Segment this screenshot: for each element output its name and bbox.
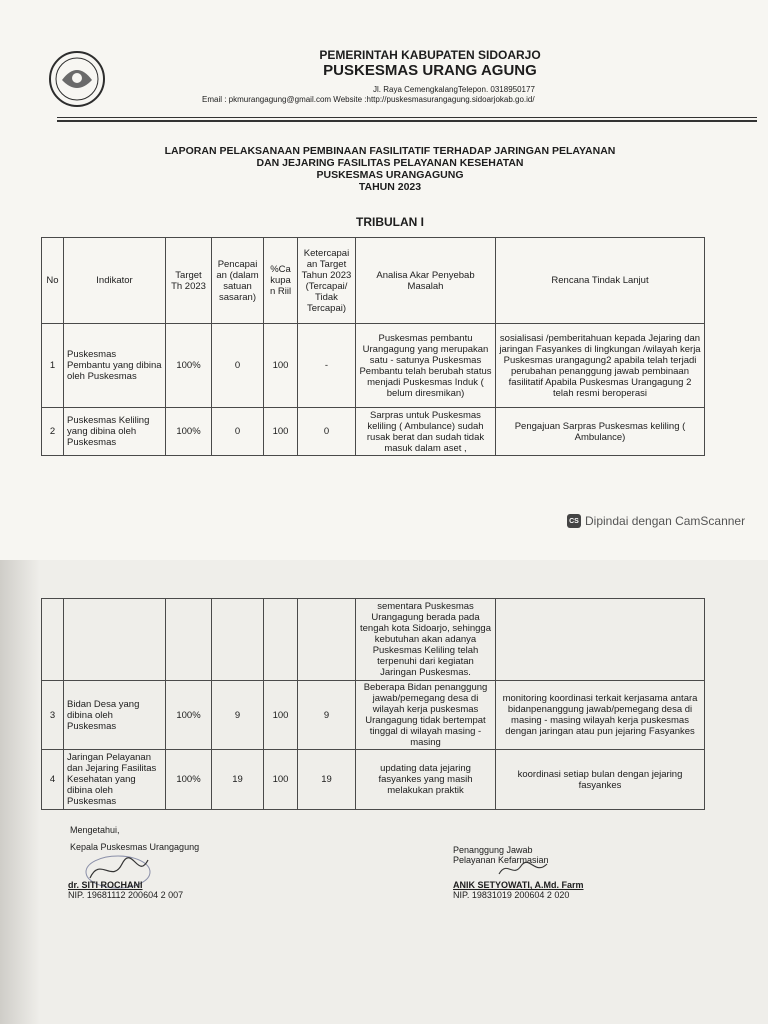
cell-cakupan: 100 [264,324,298,408]
report-table-part-2 [41,598,705,810]
report-title [60,145,720,193]
cell-cakupan: 100 [264,750,298,810]
cell-analisa: Beberapa Bidan penanggung jawab/pemegang desa di wilayah kerja puskesmas Urangagung tidak bertempat tinggal di wilayah masing - masing [356,681,496,750]
cell-target: 100% [166,681,212,750]
camscanner-text: Dipindai dengan CamScanner [585,514,746,528]
cell-rencana: monitoring koordinasi terkait kerjasama antara bidanpenanggung jawab/pemegang desa di masing - masing wilayah kerja puskesmas dengan jaringan atau pun jejaring Fasyankes [496,681,705,750]
header-rencana: Rencana Tindak Lanjut [496,238,705,324]
sig-right-role2: Pelayanan Kefarmasian [453,855,549,865]
cell-empty [42,599,64,681]
cell-empty [264,599,298,681]
camscanner-icon: CS [567,514,581,528]
cell-rencana: Pengajuan Sarpras Puskesmas keliling ( Ambulance) [496,408,705,456]
cell-analisa: Puskesmas pembantu Urangagung yang merupakan satu - satunya Puskesmas Pembantu telah berubah status menjadi Puskesmas Induk ( belum diresmikan) [356,324,496,408]
cell-no: 3 [42,681,64,750]
title-line-2: DAN JEJARING FASILITAS PELAYANAN KESEHATAN [256,157,524,169]
cell-empty [496,599,705,681]
header-divider-thick [57,120,757,122]
cell-indikator: Puskesmas Pembantu yang dibina oleh Puskesmas [64,324,166,408]
cell-target: 100% [166,408,212,456]
period-title: TRIBULAN I [356,215,424,229]
signature-icon [495,858,555,880]
cell-indikator: Jaringan Pelayanan dan Jejaring Fasilitas Kesehatan yang dibina oleh Puskesmas [64,750,166,810]
sig-right-name: ANIK SETYOWATI, A.Md. Farm [453,880,584,890]
header-indikator: Indikator [64,238,166,324]
cell-target: 100% [166,750,212,810]
cell-pencapaian: 9 [212,681,264,750]
cell-ketercapaian: 9 [298,681,356,750]
title-line-4: TAHUN 2023 [358,181,422,193]
header-ketercapaian: Ketercapai an Target Tahun 2023 (Tercapai/ Tidak Tercapai) [298,238,356,324]
title-line-1: LAPORAN PELAKSANAAN PEMBINAAN FASILITATIF TERHADAP JARINGAN PELAYANAN [164,145,616,157]
sig-left-nip: NIP. 19681112 200604 2 007 [68,890,184,900]
address-line: Jl. Raya CemengkalangTelepon. 0318950177 [373,85,535,94]
sig-left-name: dr. SITI ROCHANI [68,880,143,890]
header-target: Target Th 2023 [166,238,212,324]
title-line-3: PUSKESMAS URANGAGUNG [316,169,464,181]
cell-no: 1 [42,324,64,408]
table-row [42,324,705,408]
sig-left-known: Mengetahui, [70,825,120,835]
header-pencapaian: Pencapai an (dalam satuan sasaran) [212,238,264,324]
report-table-part-1 [41,237,705,456]
cell-empty [212,599,264,681]
cell-indikator: Puskesmas Keliling yang dibina oleh Puskesmas [64,408,166,456]
camscanner-watermark [567,514,745,528]
table-row [42,750,705,810]
contact-line: Email : pkmurangagung@gmail.com Website :http://puskesmasurangagung.sidoarjokab.go.id/ [202,95,535,104]
cell-indikator: Bidan Desa yang dibina oleh Puskesmas [64,681,166,750]
cell-cakupan: 100 [264,408,298,456]
gov-name: PEMERINTAH KABUPATEN SIDOARJO [319,48,541,62]
cell-analisa: updating data jejaring fasyankes yang masih melakukan praktik [356,750,496,810]
cell-cakupan: 100 [264,681,298,750]
cell-no: 2 [42,408,64,456]
header-divider [57,117,757,118]
cell-pencapaian: 0 [212,408,264,456]
cell-pencapaian: 19 [212,750,264,810]
cell-analisa: sementara Puskesmas Urangagung berada pada tengah kota Sidoarjo, sehingga kebutuhan akan adanya Puskesmas Keliling telah terpenuhi dari kegiatan Jaringan Puskesmas. [356,599,496,681]
cell-rencana: sosialisasi /pemberitahuan kepada Jejaring dan jaringan Fasyankes di lingkungan /wilayah kerja Puskesmas urangagung2 apabila telah terjadi perubahan penanggung jawab pembinaan fasilitatif Apabila Puskesmas Urangagung 2 telah resmi beroperasi [496,324,705,408]
cell-rencana: koordinasi setiap bulan dengan jejaring fasyankes [496,750,705,810]
cell-empty [298,599,356,681]
cell-pencapaian: 0 [212,324,264,408]
cell-ketercapaian: - [298,324,356,408]
header-no: No [42,238,64,324]
sig-left-role: Kepala Puskesmas Urangagung [70,842,200,852]
table-row [42,408,705,456]
cell-target: 100% [166,324,212,408]
header-analisa: Analisa Akar Penyebab Masalah [356,238,496,324]
puskesmas-name: PUSKESMAS URANG AGUNG [323,62,537,79]
table-header-row [42,238,705,324]
cell-empty [64,599,166,681]
cell-no: 4 [42,750,64,810]
cell-empty [166,599,212,681]
page-shadow [0,560,40,1024]
cell-ketercapaian: 0 [298,408,356,456]
header-cakupan: %Ca kupa n Riil [264,238,298,324]
cell-ketercapaian: 19 [298,750,356,810]
cell-analisa: Sarpras untuk Puskesmas keliling ( Ambulance) sudah rusak berat dan sudah tidak masuk dalam aset , [356,408,496,456]
sig-right-role1: Penanggung Jawab [453,845,533,855]
table-row-continued [42,599,705,681]
table-row [42,681,705,750]
sidoarjo-emblem-icon [48,50,106,108]
sig-right-nip: NIP. 19831019 200604 2 020 [453,890,570,900]
